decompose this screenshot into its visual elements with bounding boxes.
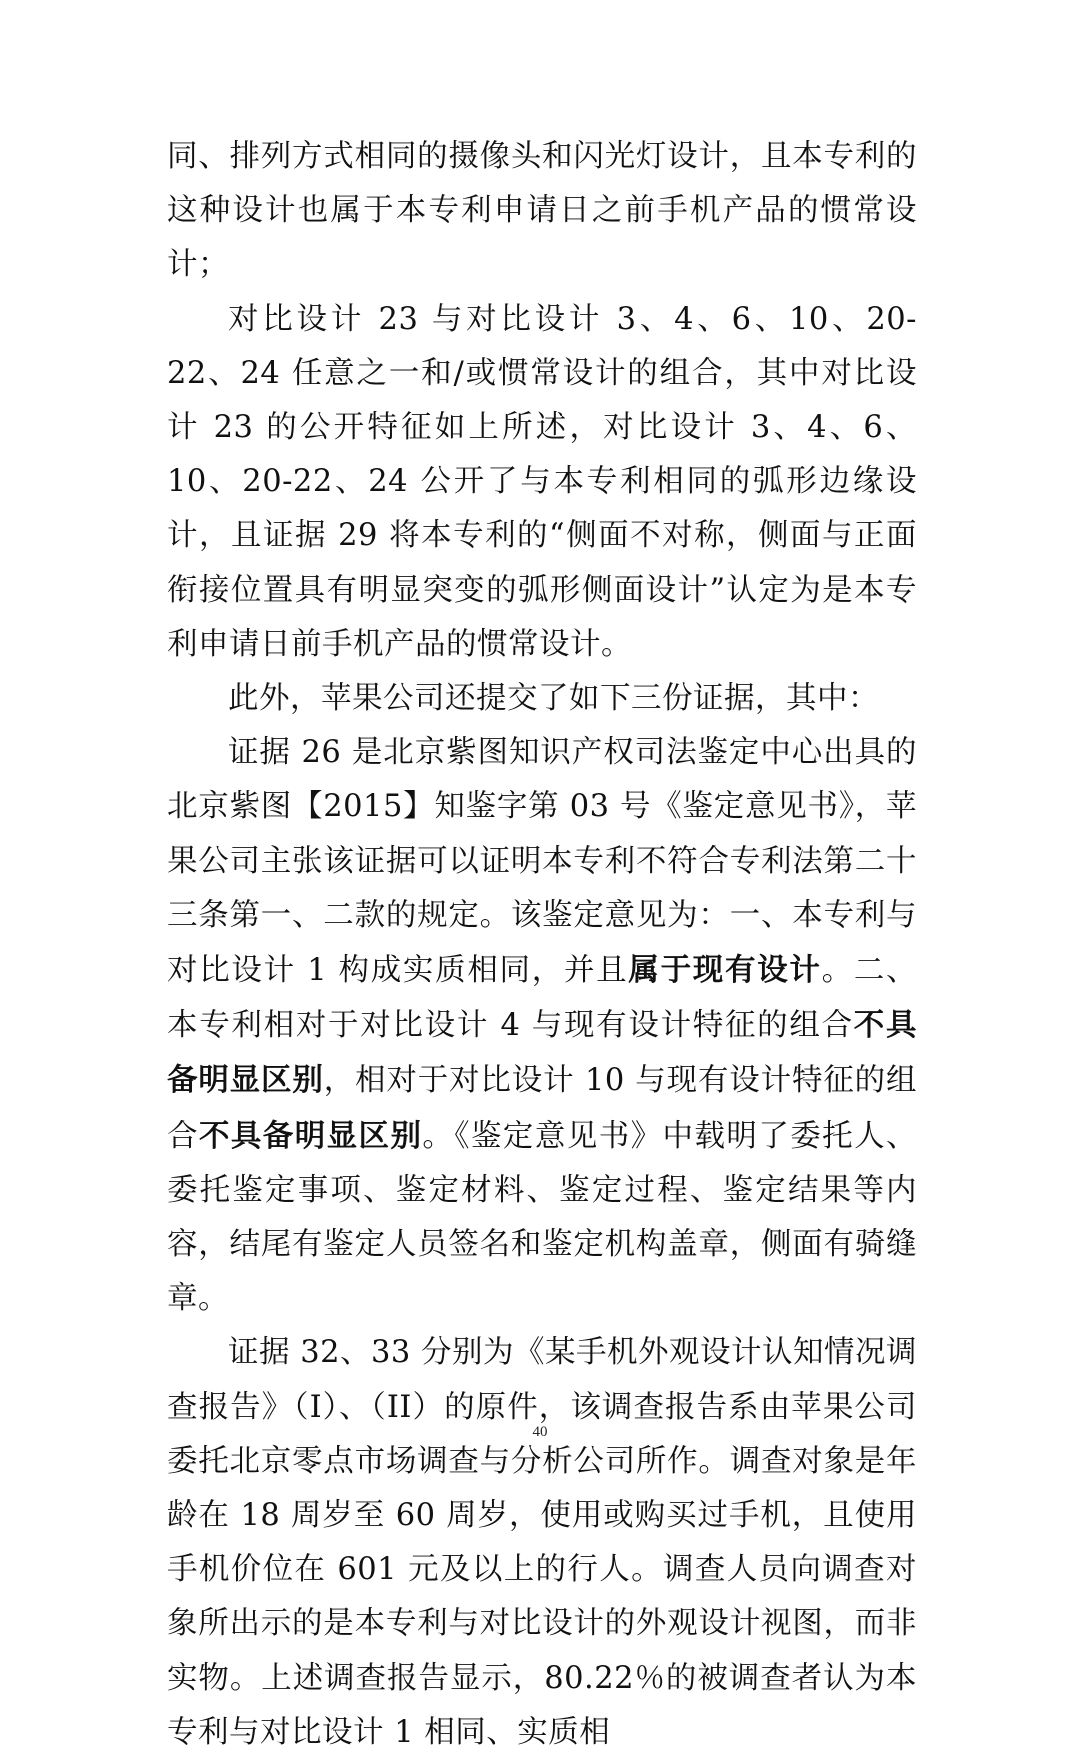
body-text xyxy=(167,130,917,1760)
paragraph-evidence-32-33: 证据 32、33 分别为《某手机外观设计认知情况调查报告》（I）、（II）的原件，该调查报告系由苹果公司委托北京零点市场调查与分析公司所作。调查对象是年龄在 18 周岁至 60 周岁，使用或购买过手机，且使用手机价位在 601 元及以上的行人。调查人员向调查对象所出示的是本专利与对比设计的外观设计视图，而非实物。上述调查报告显示，80.22％的被调查者认为本专利与对比设计 1 相同、实质相 xyxy=(167,1335,918,1750)
paragraph-evidence-26 xyxy=(167,726,917,1326)
evidence-26-text-1: 证据 26 是北京紫图知识产权司法鉴定中心出具的北京紫图【2015】知鉴字第 03 号《鉴定意见书》，苹果公司主张该证据可以证明本专利不符合专利法第二十三条第一、二款的规定。该鉴定意见为：一、本专利与对比设计 1 构成实质相同，并且 xyxy=(167,735,917,989)
paragraph-comparison-design-23: 对比设计 23 与对比设计 3、4、6、10、20-22、24 任意之一和/或惯常设计的组合，其中对比设计 23 的公开特征如上所述，对比设计 3、4、6、10、20-22、24 公开了与本专利相同的弧形边缘设计，且证据 29 将本专利的“侧面不对称，侧面与正面衔接位置具有明显突变的弧形侧面设计”认定为是本专利申请日前手机产品的惯常设计。 xyxy=(167,301,917,662)
paragraph-additional-evidence-intro: 此外，苹果公司还提交了如下三份证据，其中： xyxy=(228,681,879,717)
emphasis-existing-design: 属于现有设计 xyxy=(628,952,822,989)
paragraph-continuation: 同、排列方式相同的摄像头和闪光灯设计，且本专利的这种设计也属于本专利申请日之前手机产品的惯常设计； xyxy=(167,139,917,283)
emphasis-no-obvious-difference-1: 不具备明显区别 xyxy=(167,1007,918,1099)
page-number: 40 xyxy=(532,1424,548,1440)
evidence-26-text-2: 。二、本专利相对于对比设计 4 与现有设计特征的组合 xyxy=(167,953,918,1044)
evidence-26-text-3: ，相对于对比设计 10 与现有设计特征的组合 xyxy=(167,1063,918,1154)
emphasis-no-obvious-difference-2: 不具备明显区别 xyxy=(198,1117,423,1154)
evidence-26-text-4: 。《鉴定意见书》中载明了委托人、委托鉴定事项、鉴定材料、鉴定过程、鉴定结果等内容，结尾有鉴定人员签名和鉴定机构盖章，侧面有骑缝章。 xyxy=(167,1118,918,1317)
